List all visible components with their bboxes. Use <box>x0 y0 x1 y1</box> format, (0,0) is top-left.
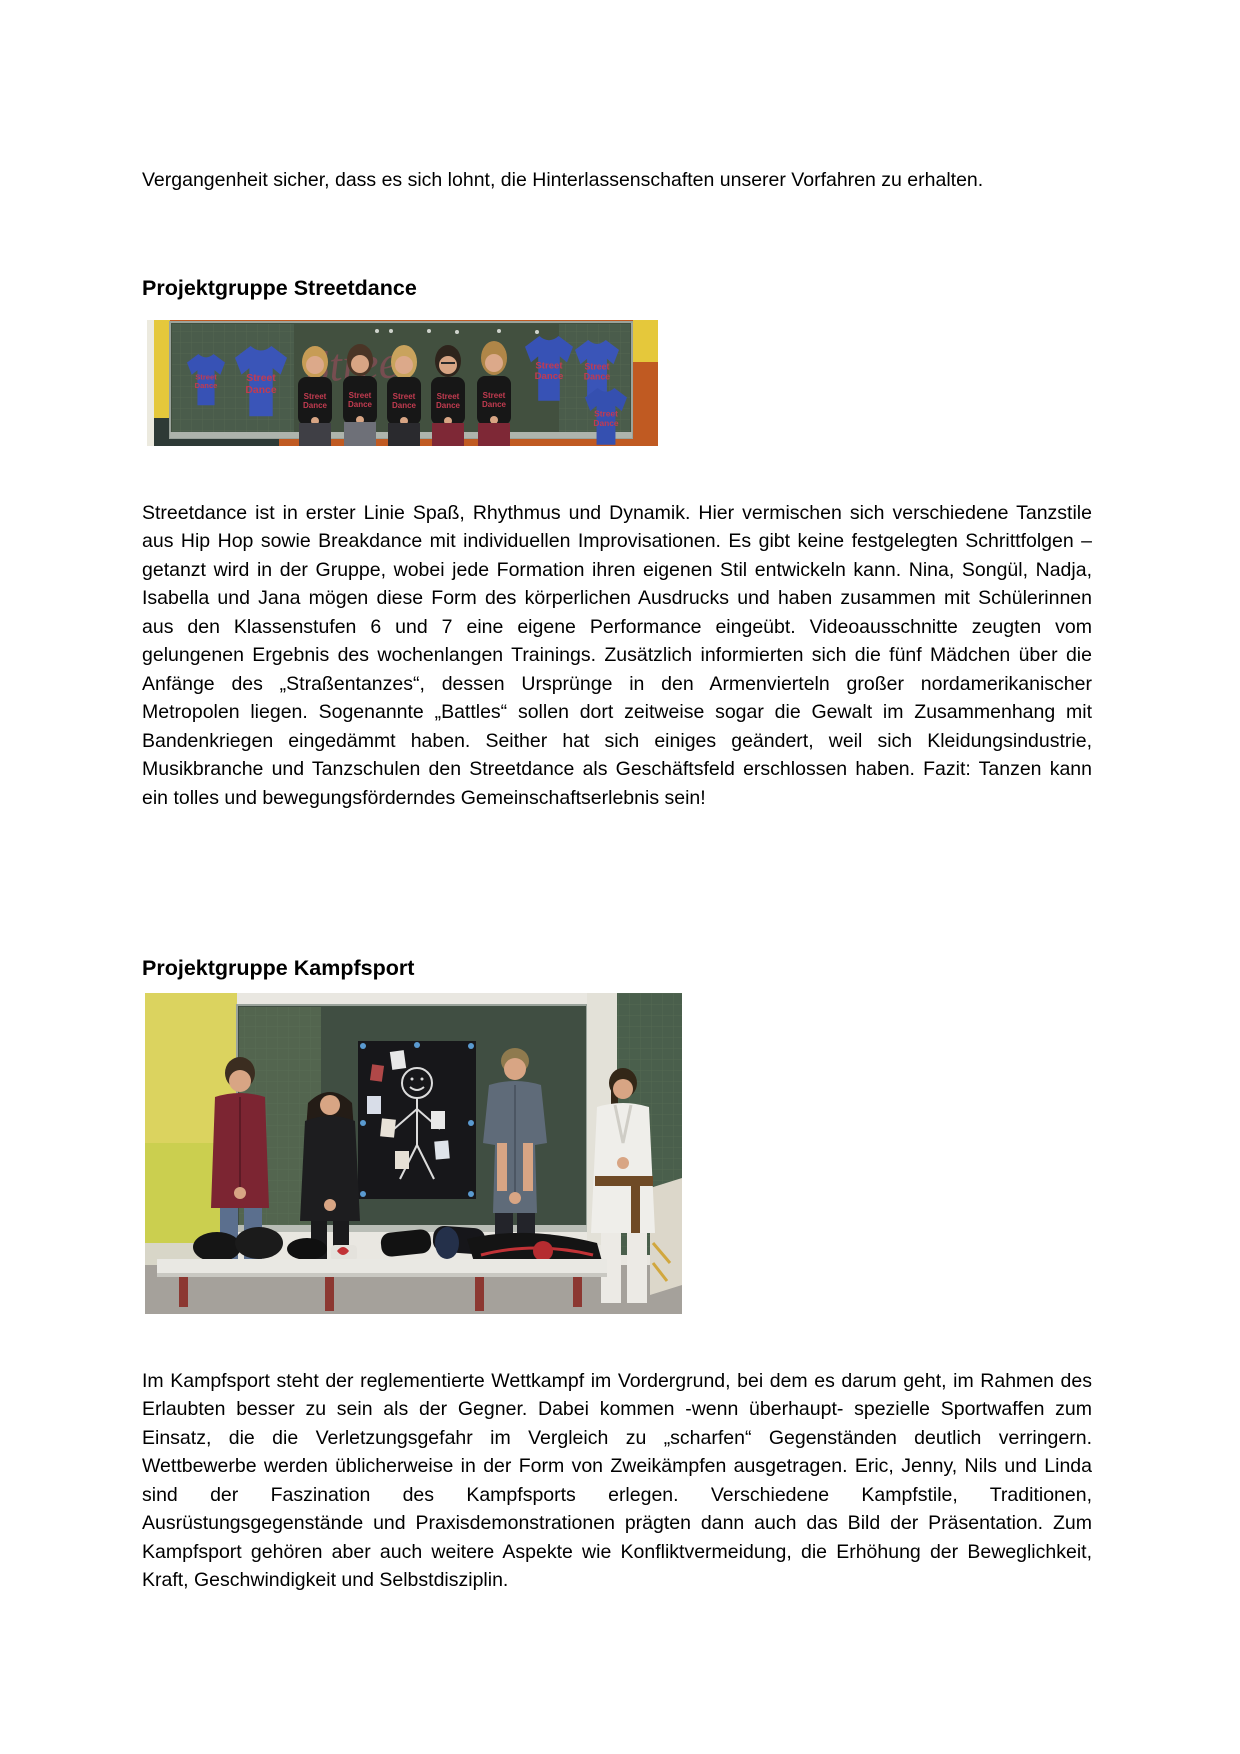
brown-belt <box>595 1176 653 1186</box>
svg-text:StreetDance: Street Dance <box>593 408 619 428</box>
svg-text:StreetDance: Street Dance <box>583 361 611 382</box>
heading-streetdance: Projektgruppe Streetdance <box>142 275 417 300</box>
dancer-figure <box>477 341 511 446</box>
intro-paragraph: Vergangenheit sicher, dass es sich lohnt, die Hinterlassenschaften unserer Vorfahren zu erhalten. <box>142 168 984 191</box>
svg-text:StreetDance: Street Dance <box>302 392 328 410</box>
svg-text:StreetDance: Street Dance <box>347 391 373 409</box>
kampfsport-photo-canvas <box>145 993 682 1314</box>
dancer-figure <box>298 346 332 446</box>
red-emblem <box>533 1241 553 1261</box>
boxing-glove <box>193 1232 241 1262</box>
streetdance-photo-canvas <box>147 320 658 446</box>
svg-text:StreetDance: Street Dance <box>481 391 507 409</box>
flipchart <box>650 1178 682 1295</box>
streetdance-group-photo <box>147 320 658 446</box>
table-top <box>157 1259 607 1275</box>
svg-text:StreetDance: Street Dance <box>194 372 218 391</box>
svg-text:StreetDance: Street Dance <box>391 392 417 410</box>
boxing-glove <box>235 1227 283 1259</box>
kampfsport-paragraph: Im Kampfsport steht der reglementierte Wettkampf im Vordergrund, bei dem es darum geht, im Rahmen des Erlaubten besser zu sein als der Gegner. Dabei kommen -wenn überhaupt- spezielle Sportwaffen zum Einsatz, die die Verletzungsgefahr im Vergleich zu „scharfen“ Gegenständen deutlich verringern. Wettbewerbe werden üblicherweise in der Form von Zweikämpfen ausgetragen. Eric, Jenny, Nils und Linda sind der Faszination des Kampfsports erlegen. Verschiedene Kampfstile, Traditionen, Ausrüstungsgegenstände und Praxisdemonstrationen prägten dann auch das Bild der Präsentation. Zum Kampfsport gehören aber auch weitere Aspekte wie Konfliktvermeidung, die Erhöhung der Beweglichkeit, Kraft, Geschwindigkeit und Selbstdisziplin. <box>142 1369 1092 1591</box>
svg-text:StreetDance: Street Dance <box>534 360 564 383</box>
dancer-figure <box>343 344 377 446</box>
svg-text:StreetDance: Street Dance <box>245 373 277 396</box>
dancer-figure <box>431 345 465 446</box>
streetdance-paragraph: Streetdance ist in erster Linie Spaß, Rhythmus und Dynamik. Hier vermischen sich verschiedene Tanzstile aus Hip Hop sowie Breakdance mit individuellen Improvisationen. Es gibt keine festgelegten Schrittfolgen – getanzt wird in der Gruppe, wobei jede Formation ihren eigenen Stil entwickeln kann. Nina, Songül, Nadja, Isabella und Jana mögen diese Form des körperlichen Ausdrucks und haben zusammen mit Schülerinnen aus den Klassenstufen 6 und 7 eine eigene Performance eingeübt. Videoausschnitte zeugten vom gelungenen Ergebnis des wochenlangen Trainings. Zusätzlich informierten sich die fünf Mädchen über die Anfänge des „Straßentanzes“, dessen Ursprünge in den Armenvierteln großer nordamerikanischer Metropolen liegen. Sogenannte „Battles“ sollen dort zeitweise sogar die Gewalt im Zusammenhang mit Bandenkriegen eingedämmt haben. Seither hat sich einiges geändert, weil sich Kleidungsindustrie, Musikbranche und Tanzschulen den Streetdance als Geschäftsfeld erschlossen haben. Fazit: Tanzen kann ein tolles und bewegungsförderndes Gemeinschaftserlebnis sein! <box>142 501 1092 809</box>
dancer-figure <box>387 345 421 446</box>
stick-figure-poster <box>358 1041 476 1199</box>
heading-kampfsport: Projektgruppe Kampfsport <box>142 955 415 980</box>
kampfsport-group-photo <box>145 993 682 1314</box>
svg-text:StreetDance: Street Dance <box>435 392 461 410</box>
